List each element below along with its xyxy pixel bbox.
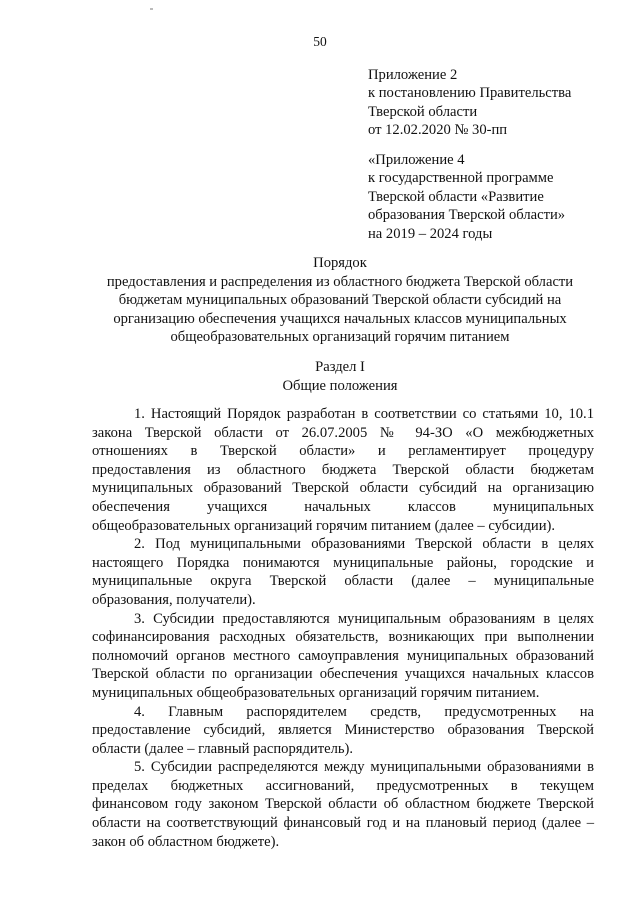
paragraph-line: муниципальные округа Тверской области (далее – муниципальные: [92, 573, 594, 590]
paragraph-line: закона Тверской области от 26.07.2005 № 94-ЗО «О межбюджетных: [92, 424, 594, 441]
annex-line: Приложение 2: [368, 67, 458, 83]
title-line: бюджетам муниципальных образований Тверской области субсидий на: [118, 292, 562, 308]
paragraph-4: [92, 703, 594, 759]
annex-line: Тверской области: [368, 103, 478, 120]
paragraph-line: отношениях в Тверской области» и регламентирует процедуру: [92, 443, 594, 460]
paragraph-line: Тверской области по организации обеспечения учащихся начальных классов: [92, 666, 594, 683]
paragraph-line: закон об областном бюджете).: [92, 833, 280, 850]
paragraph-line: настоящего Порядка понимаются муниципальные районы, городские и: [92, 554, 594, 571]
scan-mark: [150, 8, 153, 10]
paragraph-line: 5. Субсидии распределяются между муниципальными образованиями в: [134, 759, 594, 776]
paragraph-line: области (далее – главный распорядитель).: [92, 740, 354, 757]
paragraph-line: 4. Главным распорядителем средств, предусмотренных на: [134, 703, 594, 720]
annex-line: к постановлению Правительства: [368, 85, 572, 102]
title-line: предоставления и распределения из областного бюджета Тверской области: [106, 273, 574, 290]
paragraph-3: [92, 610, 594, 703]
annex-line: на 2019 – 2024 годы: [368, 225, 493, 242]
title-line: общеобразовательных организаций горячим питанием: [170, 329, 510, 345]
paragraph-line: муниципальных образований Тверской области субсидий на организацию: [92, 480, 594, 497]
annex-reference-resolution: [368, 66, 618, 140]
document-body: [92, 405, 594, 851]
paragraph-line: полномочий органов местного самоуправления муниципальных образований: [92, 647, 594, 664]
paragraph-line: финансовом году законом Тверской области об областном бюджете Тверской: [92, 796, 594, 813]
annex-reference-program: [368, 151, 618, 243]
paragraph-line: 3. Субсидии предоставляются муниципальным образованиям в целях: [134, 610, 594, 627]
section-name: Общие положения: [282, 377, 398, 394]
paragraph-line: софинансирования расходных обязательств, возникающих при выполнении: [92, 629, 594, 646]
title-line: организацию обеспечения учащихся начальных классов муниципальных: [113, 310, 567, 327]
annex-line: от 12.02.2020 № 30-пп: [368, 122, 508, 139]
paragraph-line: обеспечения учащихся начальных классов муниципальных: [92, 498, 594, 515]
page-number: 50: [313, 34, 327, 49]
section-number: Раздел I: [315, 359, 365, 375]
paragraph-2: [92, 535, 594, 609]
paragraph-line: области на соответствующий финансовый год и на плановый период (далее –: [92, 815, 594, 832]
paragraph-line: общеобразовательных организаций горячим питанием (далее – субсидии).: [92, 517, 556, 534]
paragraph-line: предоставление субсидий, является Министерство образования Тверской: [92, 722, 594, 739]
paragraph-line: муниципальных общеобразовательных организаций горячим питанием.: [92, 684, 540, 701]
title-heading: Порядок: [313, 255, 367, 271]
annex-line: Тверской области «Развитие: [368, 188, 544, 205]
paragraph-line: предоставления из областного бюджета Тверской области бюджетам: [92, 461, 594, 478]
annex-line: к государственной программе: [368, 170, 554, 187]
annex-line: образования Тверской области»: [368, 207, 566, 224]
paragraph-line: 2. Под муниципальными образованиями Тверской области в целях: [134, 536, 594, 553]
paragraph-line: пределах бюджетных ассигнований, предусмотренных в текущем: [92, 777, 594, 794]
paragraph-5: [92, 758, 594, 851]
paragraph-line: образования, получатели).: [92, 591, 256, 608]
section-heading: [60, 358, 620, 395]
document-title: [60, 254, 620, 347]
paragraph-1: [92, 405, 594, 535]
paragraph-line: 1. Настоящий Порядок разработан в соответствии со статьями 10, 10.1: [134, 406, 594, 422]
annex-line: «Приложение 4: [368, 152, 465, 168]
